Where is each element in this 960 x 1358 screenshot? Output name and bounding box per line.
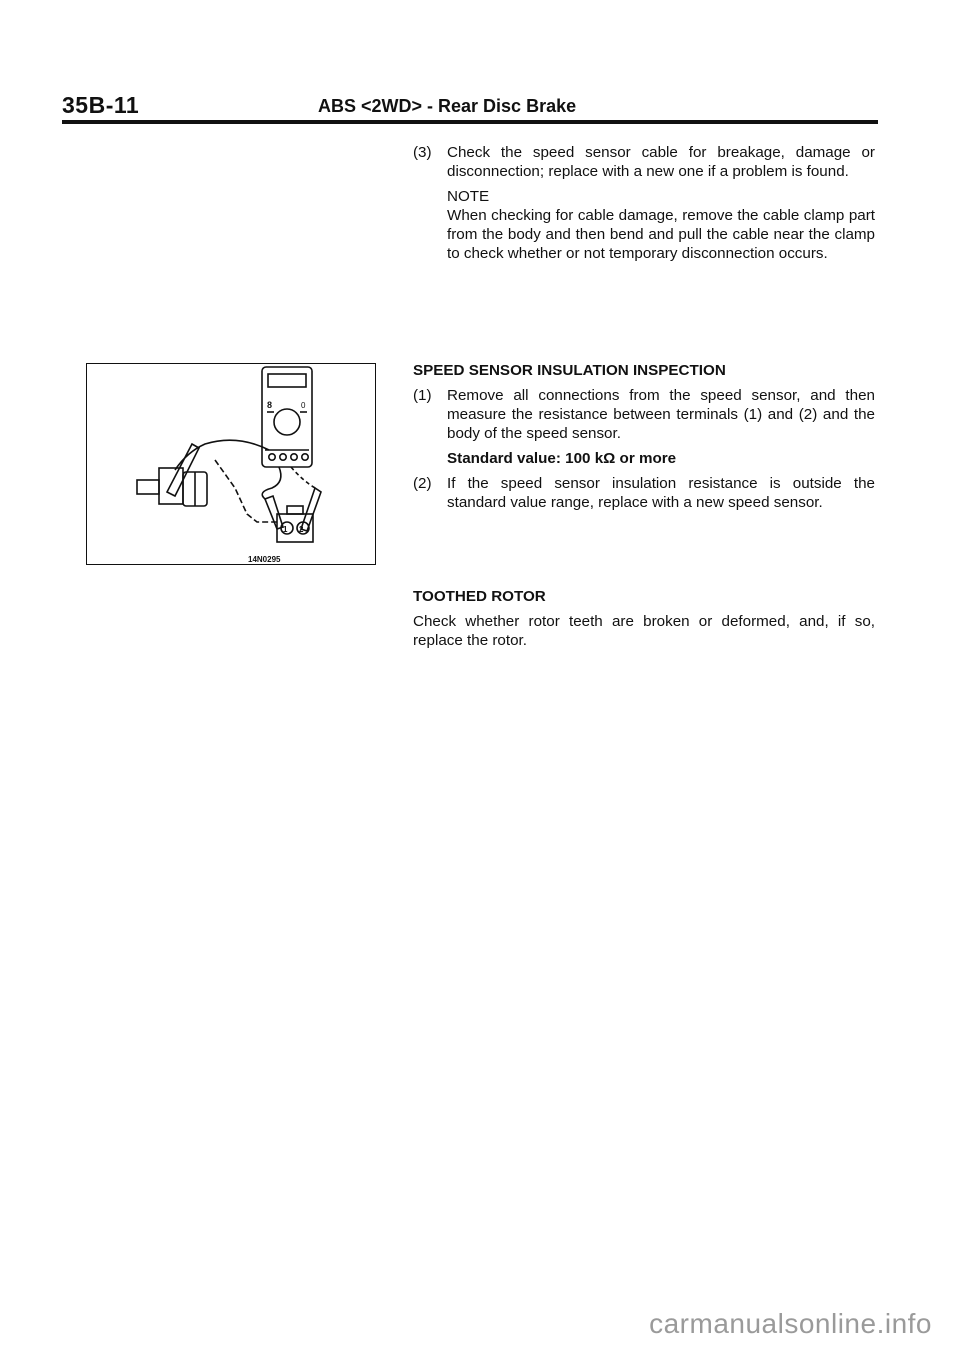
step-text: Check the speed sensor cable for breakage, damage or disconnection; replace with a new one if a problem is found. [447, 144, 875, 180]
cable-check-step [413, 143, 875, 181]
multimeter-dial [274, 409, 300, 435]
note-block [413, 187, 875, 263]
rotor-heading: TOOTHED ROTOR [413, 588, 546, 605]
standard-value: Standard value: 100 kΩ or more [447, 450, 677, 467]
insulation-step-1 [413, 386, 875, 443]
watermark: carmanualsonline.info [649, 1308, 932, 1339]
terminal-1-label: 1 [283, 525, 288, 534]
speed-sensor-figure [86, 363, 376, 565]
step-number: (3) [413, 144, 432, 161]
right-probe-a [265, 496, 283, 529]
figure-code: 14N0295 [248, 555, 281, 564]
rotor-section [413, 587, 875, 650]
cable-check-section [413, 143, 875, 263]
page-header [62, 92, 878, 122]
meter-label-right: 0 [301, 401, 306, 410]
terminal-2-label: 2 [299, 525, 304, 534]
right-probe-b [301, 488, 321, 531]
step-text: If the speed sensor insulation resistance is outside the standard value range, replace with a new speed sensor. [447, 475, 875, 511]
step-number: (2) [413, 475, 432, 492]
multimeter-diagram [87, 364, 374, 563]
insulation-section [413, 361, 875, 512]
note-text: When checking for cable damage, remove the cable clamp part from the body and then bend and pull the cable near the clamp to check whether or not temporary disconnection occurs. [447, 207, 875, 262]
header-rule [62, 120, 878, 124]
note-label: NOTE [447, 188, 490, 205]
multimeter-body [262, 367, 312, 467]
meter-label-left: 8 [267, 400, 273, 410]
page-number: 35B-11 [62, 92, 140, 118]
step-text: Remove all connections from the speed sensor, and then measure the resistance between terminals (1) and (2) and the body of the speed sensor. [447, 387, 875, 442]
insulation-step-2 [413, 474, 875, 512]
multimeter-display [268, 374, 306, 387]
rotor-text: Check whether rotor teeth are broken or deformed, and, if so, replace the rotor. [413, 613, 875, 649]
step-number: (1) [413, 387, 432, 404]
sensor-tip [137, 480, 159, 494]
insulation-heading: SPEED SENSOR INSULATION INSPECTION [413, 362, 726, 379]
section-title: ABS <2WD> - Rear Disc Brake [318, 96, 577, 116]
